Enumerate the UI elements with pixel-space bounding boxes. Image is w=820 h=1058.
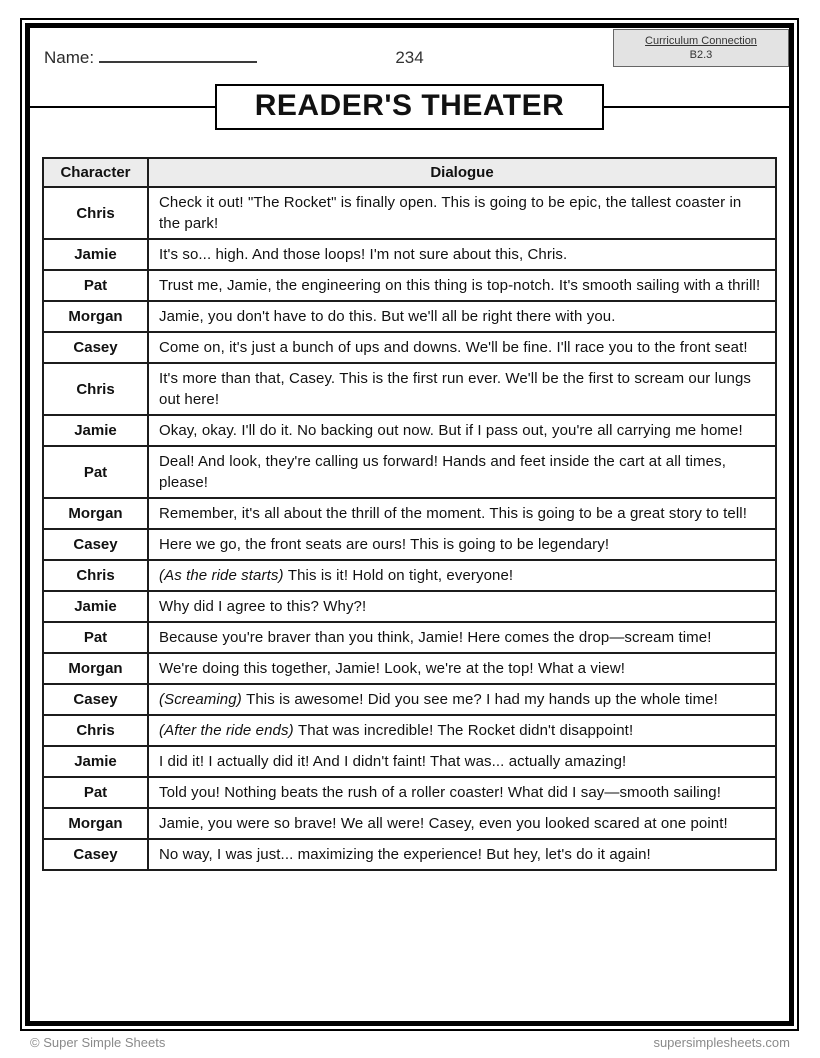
character-cell: Casey	[43, 684, 148, 715]
dialogue-cell: No way, I was just... maximizing the experience! But hey, let's do it again!	[148, 839, 776, 870]
title-banner	[42, 84, 777, 130]
worksheet-header	[42, 28, 777, 67]
dialogue-cell: Come on, it's just a bunch of ups and downs. We'll be fine. I'll race you to the front seat!	[148, 332, 776, 363]
dialogue-cell: Deal! And look, they're calling us forward! Hands and feet inside the cart at all times, please!	[148, 446, 776, 498]
dialogue-cell: Remember, it's all about the thrill of the moment. This is going to be a great story to tell!	[148, 498, 776, 529]
stage-direction: (After the ride ends)	[159, 722, 298, 739]
curriculum-connection-title: Curriculum Connection	[645, 35, 757, 47]
table-row	[43, 529, 776, 560]
stage-direction: (Screaming)	[159, 691, 247, 708]
dialogue-cell: It's so... high. And those loops! I'm not sure about this, Chris.	[148, 239, 776, 270]
page-footer	[30, 1035, 790, 1050]
table-row	[43, 653, 776, 684]
table-row	[43, 839, 776, 870]
column-header-dialogue: Dialogue	[148, 158, 776, 187]
dialogue-cell: Here we go, the front seats are ours! This is going to be legendary!	[148, 529, 776, 560]
dialogue-cell: It's more than that, Casey. This is the first run ever. We'll be the first to scream our lungs out here!	[148, 363, 776, 415]
dialogue-cell: We're doing this together, Jamie! Look, we're at the top! What a view!	[148, 653, 776, 684]
character-cell: Chris	[43, 363, 148, 415]
character-cell: Pat	[43, 446, 148, 498]
dialogue-cell: Check it out! "The Rocket" is finally open. This is going to be epic, the tallest coaster in the park!	[148, 187, 776, 239]
table-header-row	[43, 158, 776, 187]
character-cell: Chris	[43, 187, 148, 239]
dialogue-cell: Jamie, you were so brave! We all were! Casey, even you looked scared at one point!	[148, 808, 776, 839]
footer-website: supersimplesheets.com	[653, 1035, 790, 1050]
dialogue-cell: Jamie, you don't have to do this. But we'll all be right there with you.	[148, 301, 776, 332]
character-cell: Chris	[43, 560, 148, 591]
dialogue-cell: (Screaming) This is awesome! Did you see me? I had my hands up the whole time!	[148, 684, 776, 715]
table-row	[43, 591, 776, 622]
page-title: READER'S THEATER	[215, 84, 605, 130]
stage-direction: (As the ride starts)	[159, 567, 288, 584]
character-cell: Jamie	[43, 415, 148, 446]
dialogue-cell: Okay, okay. I'll do it. No backing out now. But if I pass out, you're all carrying me home!	[148, 415, 776, 446]
table-row	[43, 446, 776, 498]
character-cell: Pat	[43, 777, 148, 808]
worksheet-inner-frame	[25, 23, 794, 1026]
character-cell: Pat	[43, 622, 148, 653]
dialogue-table-body	[43, 187, 776, 870]
character-cell: Morgan	[43, 653, 148, 684]
dialogue-cell: Told you! Nothing beats the rush of a roller coaster! What did I say—smooth sailing!	[148, 777, 776, 808]
character-cell: Casey	[43, 332, 148, 363]
table-row	[43, 746, 776, 777]
table-row	[43, 270, 776, 301]
table-row	[43, 808, 776, 839]
character-cell: Jamie	[43, 239, 148, 270]
character-cell: Morgan	[43, 498, 148, 529]
table-row	[43, 415, 776, 446]
dialogue-cell: (After the ride ends) That was incredible! The Rocket didn't disappoint!	[148, 715, 776, 746]
worksheet-frame	[20, 18, 799, 1031]
dialogue-cell: (As the ride starts) This is it! Hold on tight, everyone!	[148, 560, 776, 591]
table-row	[43, 715, 776, 746]
table-row	[43, 684, 776, 715]
table-row	[43, 363, 776, 415]
footer-copyright: © Super Simple Sheets	[30, 1035, 166, 1050]
dialogue-cell: Why did I agree to this? Why?!	[148, 591, 776, 622]
character-cell: Morgan	[43, 301, 148, 332]
dialogue-cell: Because you're braver than you think, Jamie! Here comes the drop—scream time!	[148, 622, 776, 653]
table-row	[43, 187, 776, 239]
curriculum-connection-code: B2.3	[689, 49, 713, 61]
table-row	[43, 498, 776, 529]
table-row	[43, 301, 776, 332]
name-field	[44, 48, 257, 68]
table-row	[43, 332, 776, 363]
table-row	[43, 560, 776, 591]
dialogue-table	[42, 157, 777, 871]
page-number: 234	[395, 48, 424, 67]
character-cell: Pat	[43, 270, 148, 301]
character-cell: Casey	[43, 839, 148, 870]
column-header-character: Character	[43, 158, 148, 187]
character-cell: Jamie	[43, 746, 148, 777]
name-label: Name:	[44, 48, 95, 67]
name-blank-line	[99, 49, 257, 63]
character-cell: Jamie	[43, 591, 148, 622]
table-row	[43, 622, 776, 653]
character-cell: Morgan	[43, 808, 148, 839]
character-cell: Casey	[43, 529, 148, 560]
table-row	[43, 777, 776, 808]
character-cell: Chris	[43, 715, 148, 746]
dialogue-cell: Trust me, Jamie, the engineering on this thing is top-notch. It's smooth sailing with a thrill!	[148, 270, 776, 301]
table-row	[43, 239, 776, 270]
curriculum-connection-box	[613, 29, 789, 67]
dialogue-cell: I did it! I actually did it! And I didn't faint! That was... actually amazing!	[148, 746, 776, 777]
